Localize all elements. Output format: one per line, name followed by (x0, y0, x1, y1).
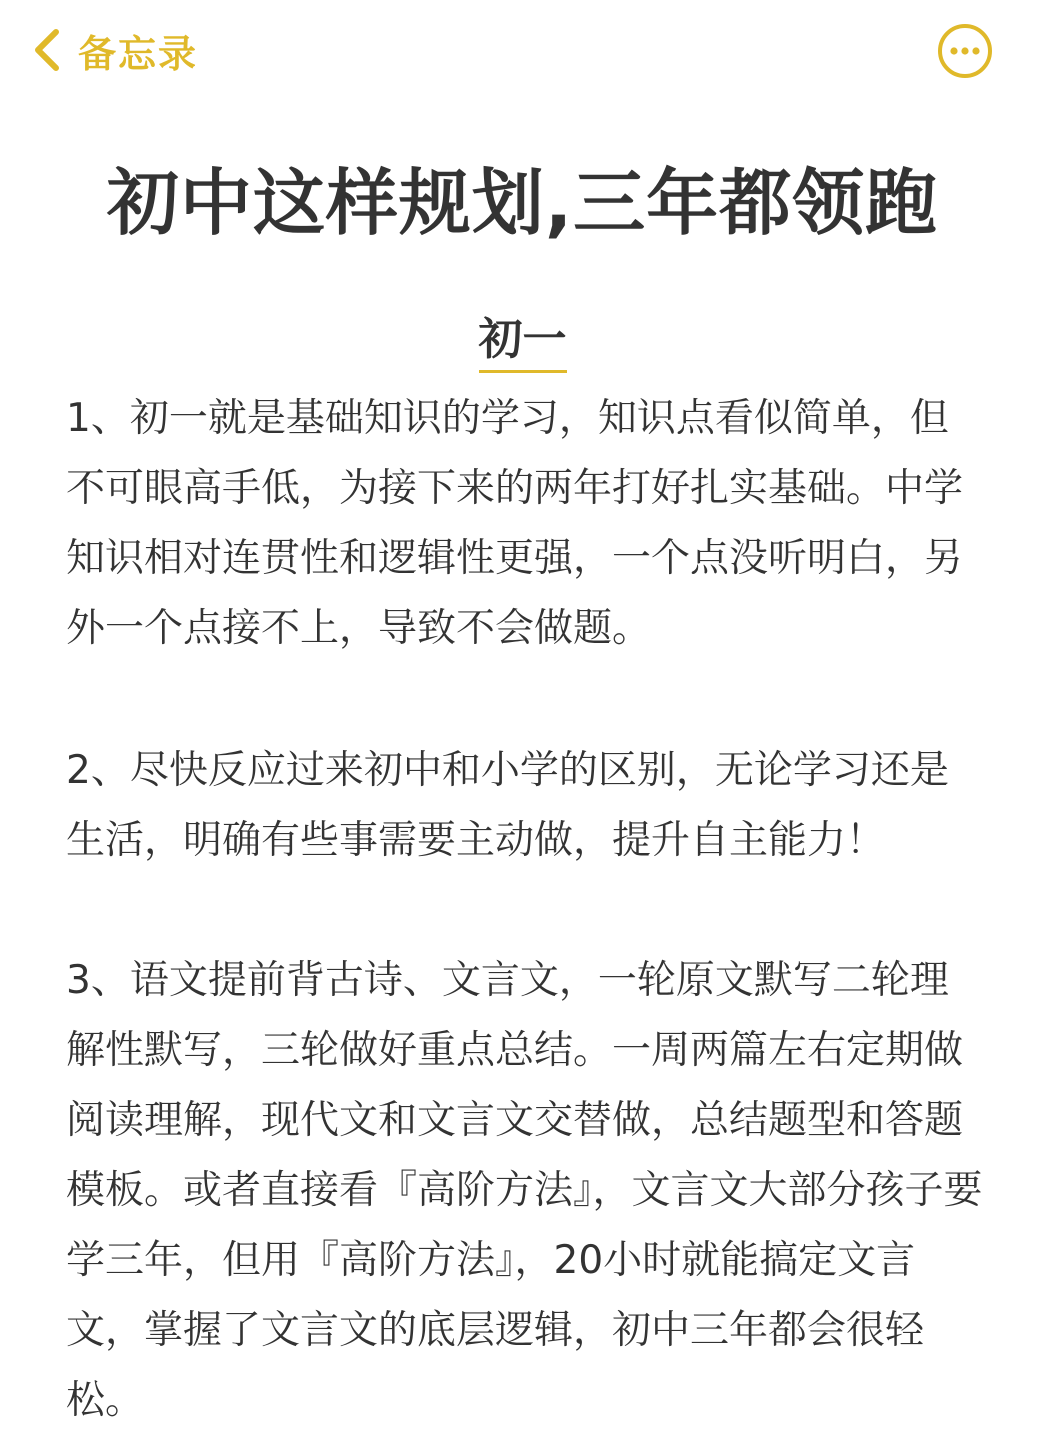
chevron-left-icon (28, 26, 68, 74)
back-label: 备忘录 (78, 31, 199, 76)
section-heading-text: 初一 (479, 312, 567, 373)
paragraph-1: 1、初一就是基础知识的学习，知识点看似简单，但不可眼高手低，为接下来的两年打好扎实基础。中学知识相对连贯性和逻辑性更强，一个点没听明白，另外一个点接不上，导致不会做题。 (66, 396, 964, 651)
navigation-bar (0, 0, 1045, 100)
paragraph-3: 3、语文提前背古诗、文言文，一轮原文默写二轮理解性默写，三轮做好重点总结。一周两篇左右定期做阅读理解，现代文和文言文交替做，总结题型和答题模板。或者直接看『高阶方法』，文言文大部分孩子要学三年，但用『高阶方法』，20小时就能搞定文言文，掌握了文言文的底层逻辑，初中三年都会很轻松。 (66, 958, 983, 1423)
more-horizontal-circle-icon[interactable] (937, 23, 993, 79)
section-heading (0, 312, 1045, 373)
back-button[interactable] (28, 22, 198, 78)
note-title: 初中这样规划,三年都领跑 (106, 161, 939, 245)
paragraph-2: 2、尽快反应过来初中和小学的区别，无论学习还是生活，明确有些事需要主动做，提升自主能力！ (66, 748, 949, 863)
